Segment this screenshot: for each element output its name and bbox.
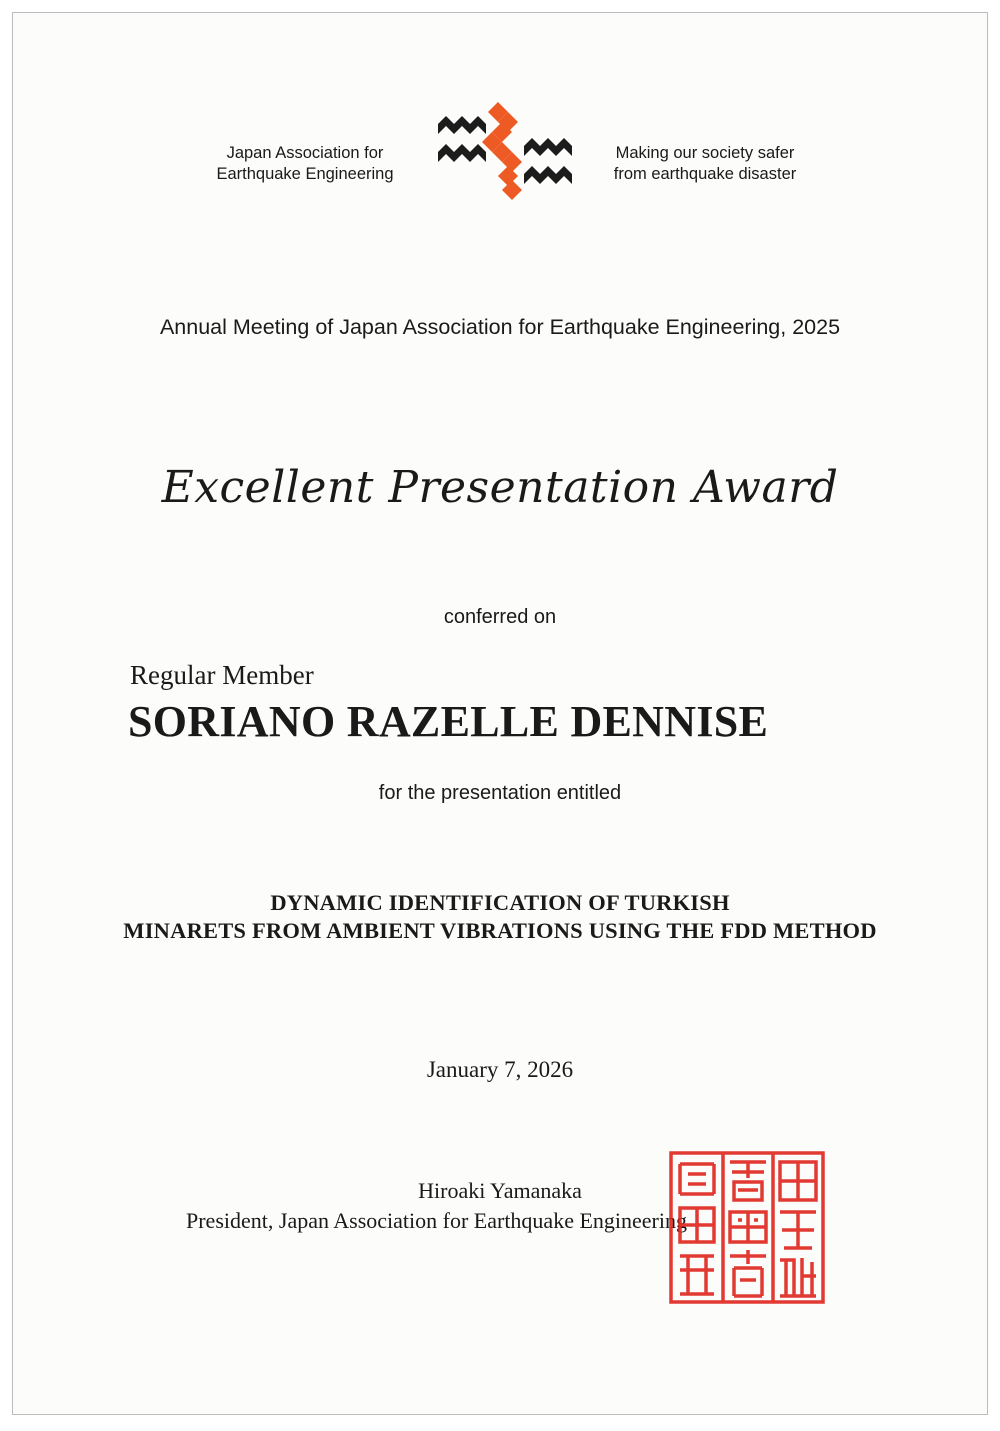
- award-date: January 7, 2026: [426, 1057, 574, 1082]
- signer-name: Hiroaki Yamanaka: [418, 1178, 582, 1203]
- member-type: Regular Member: [130, 660, 314, 690]
- motto-line2: from earthquake disaster: [613, 165, 797, 183]
- meeting-title: Annual Meeting of Japan Association for Earthquake Engineering, 2025: [159, 315, 841, 339]
- award-title: Excellent Presentation Award: [161, 462, 839, 513]
- presentation-title-line2: MINARETS FROM AMBIENT VIBRATIONS USING THE FDD METHOD: [123, 918, 877, 943]
- presentation-title-line1: DYNAMIC IDENTIFICATION OF TURKISH: [270, 890, 730, 915]
- signer-role: President, Japan Association for Earthquake Engineering: [186, 1208, 687, 1233]
- motto: [590, 143, 820, 185]
- conferred-on-label: conferred on: [443, 606, 557, 628]
- org-name-line2: Earthquake Engineering: [216, 165, 394, 183]
- jaee-logo-icon: [436, 102, 574, 200]
- red-seal-stamp: [668, 1150, 826, 1305]
- org-name-line1: Japan Association for: [226, 144, 384, 162]
- org-name: [190, 143, 420, 185]
- recipient-name: SORIANO RAZELLE DENNISE: [128, 697, 769, 746]
- motto-line1: Making our society safer: [615, 144, 795, 162]
- for-presentation-label: for the presentation entitled: [378, 782, 622, 804]
